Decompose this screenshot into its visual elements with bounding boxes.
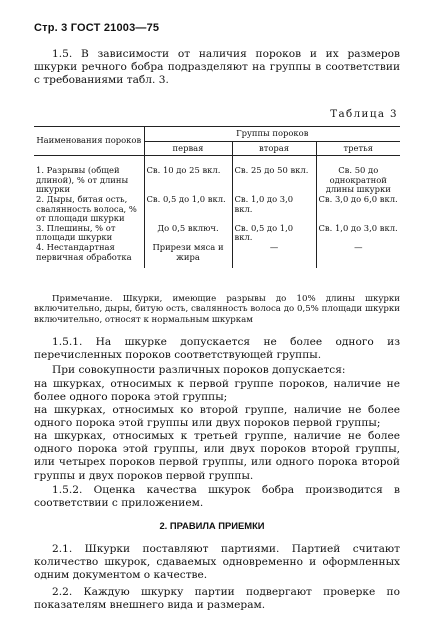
table-row [34, 156, 400, 195]
paragraph-combination: При совокупности различных пороков допускается: [52, 364, 346, 376]
paragraph-group-1: на шкурках, относимых к первой группе пороков, наличие не более одного порока этой группы; [34, 378, 400, 404]
group-1-value: Св. 10 до 25 вкл. [144, 156, 232, 195]
column-header-group-2: вторая [232, 141, 316, 156]
group-2-value: Св. 0,5 до 1,0 вкл. [232, 224, 316, 243]
group-3-value: Св. 1,0 до 3,0 вкл. [316, 224, 400, 243]
defect-name: 3. Плешины, % от площади шкурки [36, 222, 116, 243]
group-3-value: Св. 50 до однократной длины шкурки [316, 156, 400, 195]
defect-name: 4. Нестандартная первичная обработка [36, 241, 132, 262]
paragraph-group-2: на шкурках, относимых ко второй группе, наличие не более одного порока этой группы или двух пороков первой группы; [34, 404, 400, 430]
column-header-defects: Наименования пороков [34, 127, 144, 156]
group-3-value: Св. 3,0 до 6,0 вкл. [316, 195, 400, 224]
paragraph-2-2: 2.2. Каждую шкурку партии подвергают проверке по показателям внешнего вида и размерам. [34, 586, 400, 612]
column-header-group-1: первая [144, 141, 232, 156]
column-header-group-3: третья [316, 141, 400, 156]
paragraph-2-1: 2.1. Шкурки поставляют партиями. Партией считают количество шкурок, сдаваемых одновременно и оформленных одним документом о качестве. [34, 543, 400, 582]
table-row [34, 224, 400, 243]
group-2-value: — [232, 243, 316, 268]
paragraph-1-5-2: 1.5.2. Оценка качества шкурок бобра производится в соответствии с приложением. [34, 484, 400, 510]
table-row [34, 195, 400, 224]
paragraph-1-5-1: 1.5.1. На шкурке допускается не более одного из перечисленных пороков соответствующей группы. [34, 336, 400, 362]
table-row [34, 243, 400, 268]
group-2-value: Св. 25 до 50 вкл. [232, 156, 316, 195]
table-caption: Таблица 3 [330, 108, 398, 120]
paragraph-group-3: на шкурках, относимых к третьей группе, наличие не более одного порока этой группы, или двух пороков второй группы, или четырех пороков первой группы, или одного порока второй группы и двух пороков первой группы. [34, 430, 400, 482]
group-1-value: Св. 0,5 до 1,0 вкл. [144, 195, 232, 224]
paragraph-1-5: 1.5. В зависимости от наличия пороков и их размеров шкурки речного бобра подразделяют на группы в соответствии с требованиями табл. 3. [34, 48, 400, 87]
defects-table [34, 126, 400, 268]
group-1-value: До 0,5 включ. [144, 224, 232, 243]
section-title: 2. ПРАВИЛА ПРИЕМКИ [159, 520, 265, 531]
table-note: Примечание. Шкурки, имеющие разрывы до 10% длины шкурки включительно, дыры, битую ость, свалянность волоса до 0,5% площади шкурки включительно, относят к нормальным шкуркам [34, 294, 400, 325]
defect-name: 1. Разрывы (общей длиной), % от длины шкурки [36, 165, 129, 195]
page-header: Стр. 3 ГОСТ 21003—75 [34, 22, 160, 34]
group-2-value: Св. 1,0 до 3,0 вкл. [232, 195, 316, 224]
group-3-value: — [316, 243, 400, 268]
group-1-value: Прирези мяса и жира [144, 243, 232, 268]
defect-name: 2. Дыры, битая ость, свалянность волоса, % от площади шкурки [36, 193, 137, 224]
column-header-groups: Группы пороков [144, 127, 400, 142]
